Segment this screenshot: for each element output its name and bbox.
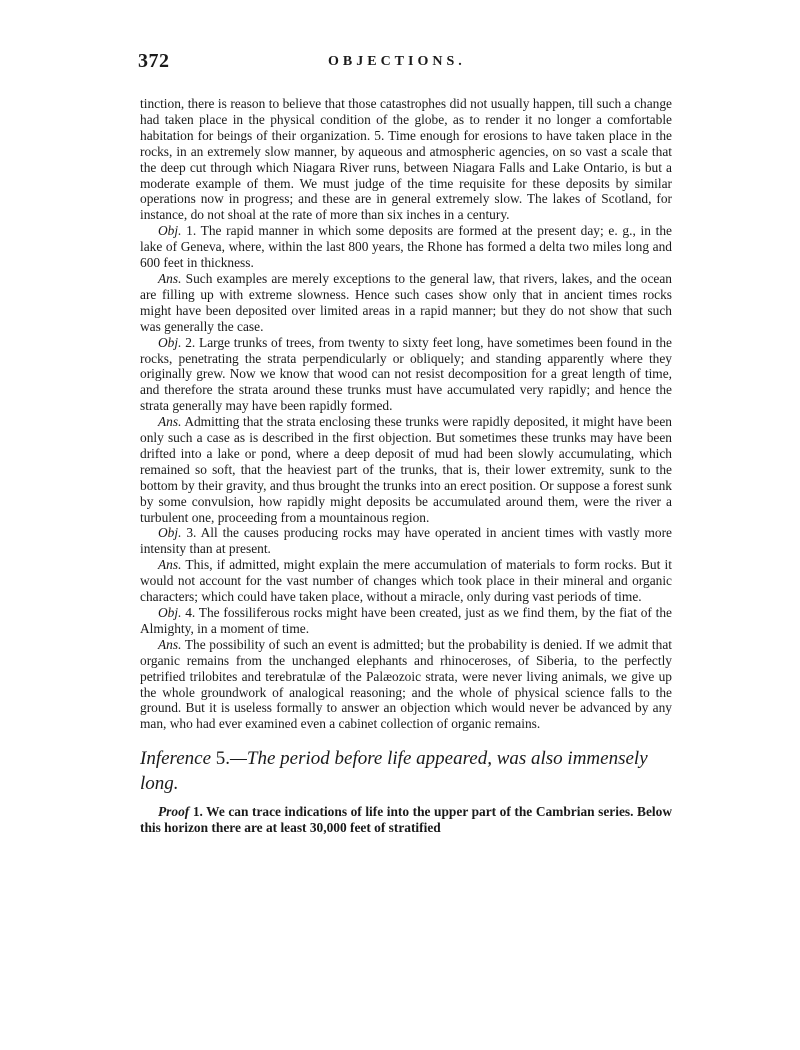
objection-paragraph: [140, 335, 672, 415]
paragraph-label: Ans.: [158, 270, 182, 286]
paragraph-text: The possibility of such an event is admitted; but the probability is denied. If we admit that organic remains from the unchanged elephants and rhinoceroses, of Siberia, to the perfectly petrified trilobites and terebratulæ of the Palæozoic strata, were never living animals, we give up the whole groundwork of analogical reasoning; and the whole of physical science falls to the ground. But it is useless formally to answer an objection which would never be advanced by any man, who had ever examined even a cabinet collection of organic remains.: [140, 636, 672, 732]
body-text: [140, 96, 672, 836]
paragraph-label: Obj.: [158, 525, 182, 541]
proof-text: 1. We can trace indications of life into the upper part of the Cambrian series. Below this horizon there are at least 30,000 feet of stratified: [140, 804, 672, 836]
objection-paragraph: [140, 605, 672, 637]
paragraph-label: Ans.: [158, 636, 182, 652]
proof-label: Proof: [158, 804, 190, 820]
paragraph-label: Obj.: [158, 605, 182, 620]
running-title: OBJECTIONS.: [328, 54, 466, 69]
answer-paragraph: [140, 271, 672, 335]
paragraph-text: tinction, there is reason to believe that those catastrophes did not usually happen, till such a change had taken place in the physical condition of the globe, as to render it no longer a comfortable habitation for beings of their organization. 5. Time enough for erosions to have taken place in the rocks, in an extremely slow manner, by aqueous and atmospheric agencies, on so vast a scale that the deep cut through which Niagara River runs, between Niagara Falls and Lake Ontario, is but a moderate example of them. We must judge of the time requisite for these deposits by similar operations now in progress; and these are in general extremely slow. The lakes of Scotland, for instance, do not shoal at the rate of more than six inches in a century.: [140, 96, 672, 223]
inference-label: Inference: [140, 748, 212, 770]
paragraph-text: 2. Large trunks of trees, from twenty to sixty feet long, have sometimes been found in the rocks, penetrating the strata perpendicularly or obliquely; and standing apparently where they originally grew. Now we know that wood can not resist decomposition for a great length of time, and therefore the strata around these trunks must have accumulated very rapidly; and hence the strata generally may have been rapidly formed.: [140, 334, 672, 414]
paragraph-text: 3. All the causes producing rocks may have operated in ancient times with vastly more intensity than at present.: [140, 525, 672, 557]
paragraph-text: 4. The fossiliferous rocks might have been created, just as we find them, by the fiat of the Almighty, in a moment of time.: [140, 605, 672, 636]
paragraph-label: Obj.: [158, 223, 182, 239]
answer-paragraph: [140, 557, 672, 605]
objection-paragraph: [140, 223, 672, 271]
paragraph: [140, 96, 672, 223]
answer-paragraph: [140, 637, 672, 732]
inference-heading: [140, 746, 672, 796]
paragraph-text: Such examples are merely exceptions to the general law, that rivers, lakes, and the ocean are filling up with extreme slowness. Hence such cases show only that in ancient times rocks might have been deposited over limited areas in a rapid manner; but they do not show that such was generally the case.: [140, 270, 672, 334]
paragraph-text: This, if admitted, might explain the mere accumulation of materials to form rocks. But it would not account for the vast number of changes which took place in their mineral and organic characters; which could have taken place, without a miracle, only during vast periods of time.: [140, 557, 672, 605]
inference-number: 5.: [215, 748, 231, 770]
proof-paragraph: [140, 804, 672, 836]
inference-text: —The period before life appeared, was also immensely long.: [140, 748, 648, 795]
page-number: 372: [138, 50, 170, 72]
running-head: [138, 50, 698, 74]
answer-paragraph: [140, 414, 672, 525]
paragraph-text: 1. The rapid manner in which some deposits are formed at the present day; e. g., in the lake of Geneva, where, within the last 800 years, the Rhone has formed a delta two miles long and 600 feet in thickness.: [140, 223, 672, 271]
paragraph-text: Admitting that the strata enclosing these trunks were rapidly deposited, it might have been only such a case as is described in the first objection. But sometimes these trunks may have been drifted into a lake or pond, where a deep deposit of mud had been slowly accumulating, which remained so soft, that the heaviest part of the trunks, that is, their lower extremity, sunk to the bottom by their gravity, and thus brought the trunks into an erect position. Or suppose a forest sunk by some convulsion, how rapidly might deposits be accumulated around them, were the river a turbulent one, proceeding from a mountainous region.: [140, 414, 672, 525]
paragraph-label: Ans.: [158, 414, 182, 430]
paragraph-label: Ans.: [158, 557, 182, 573]
paragraph-label: Obj.: [158, 334, 182, 350]
objection-paragraph: [140, 525, 672, 557]
proof-section: [140, 804, 672, 836]
